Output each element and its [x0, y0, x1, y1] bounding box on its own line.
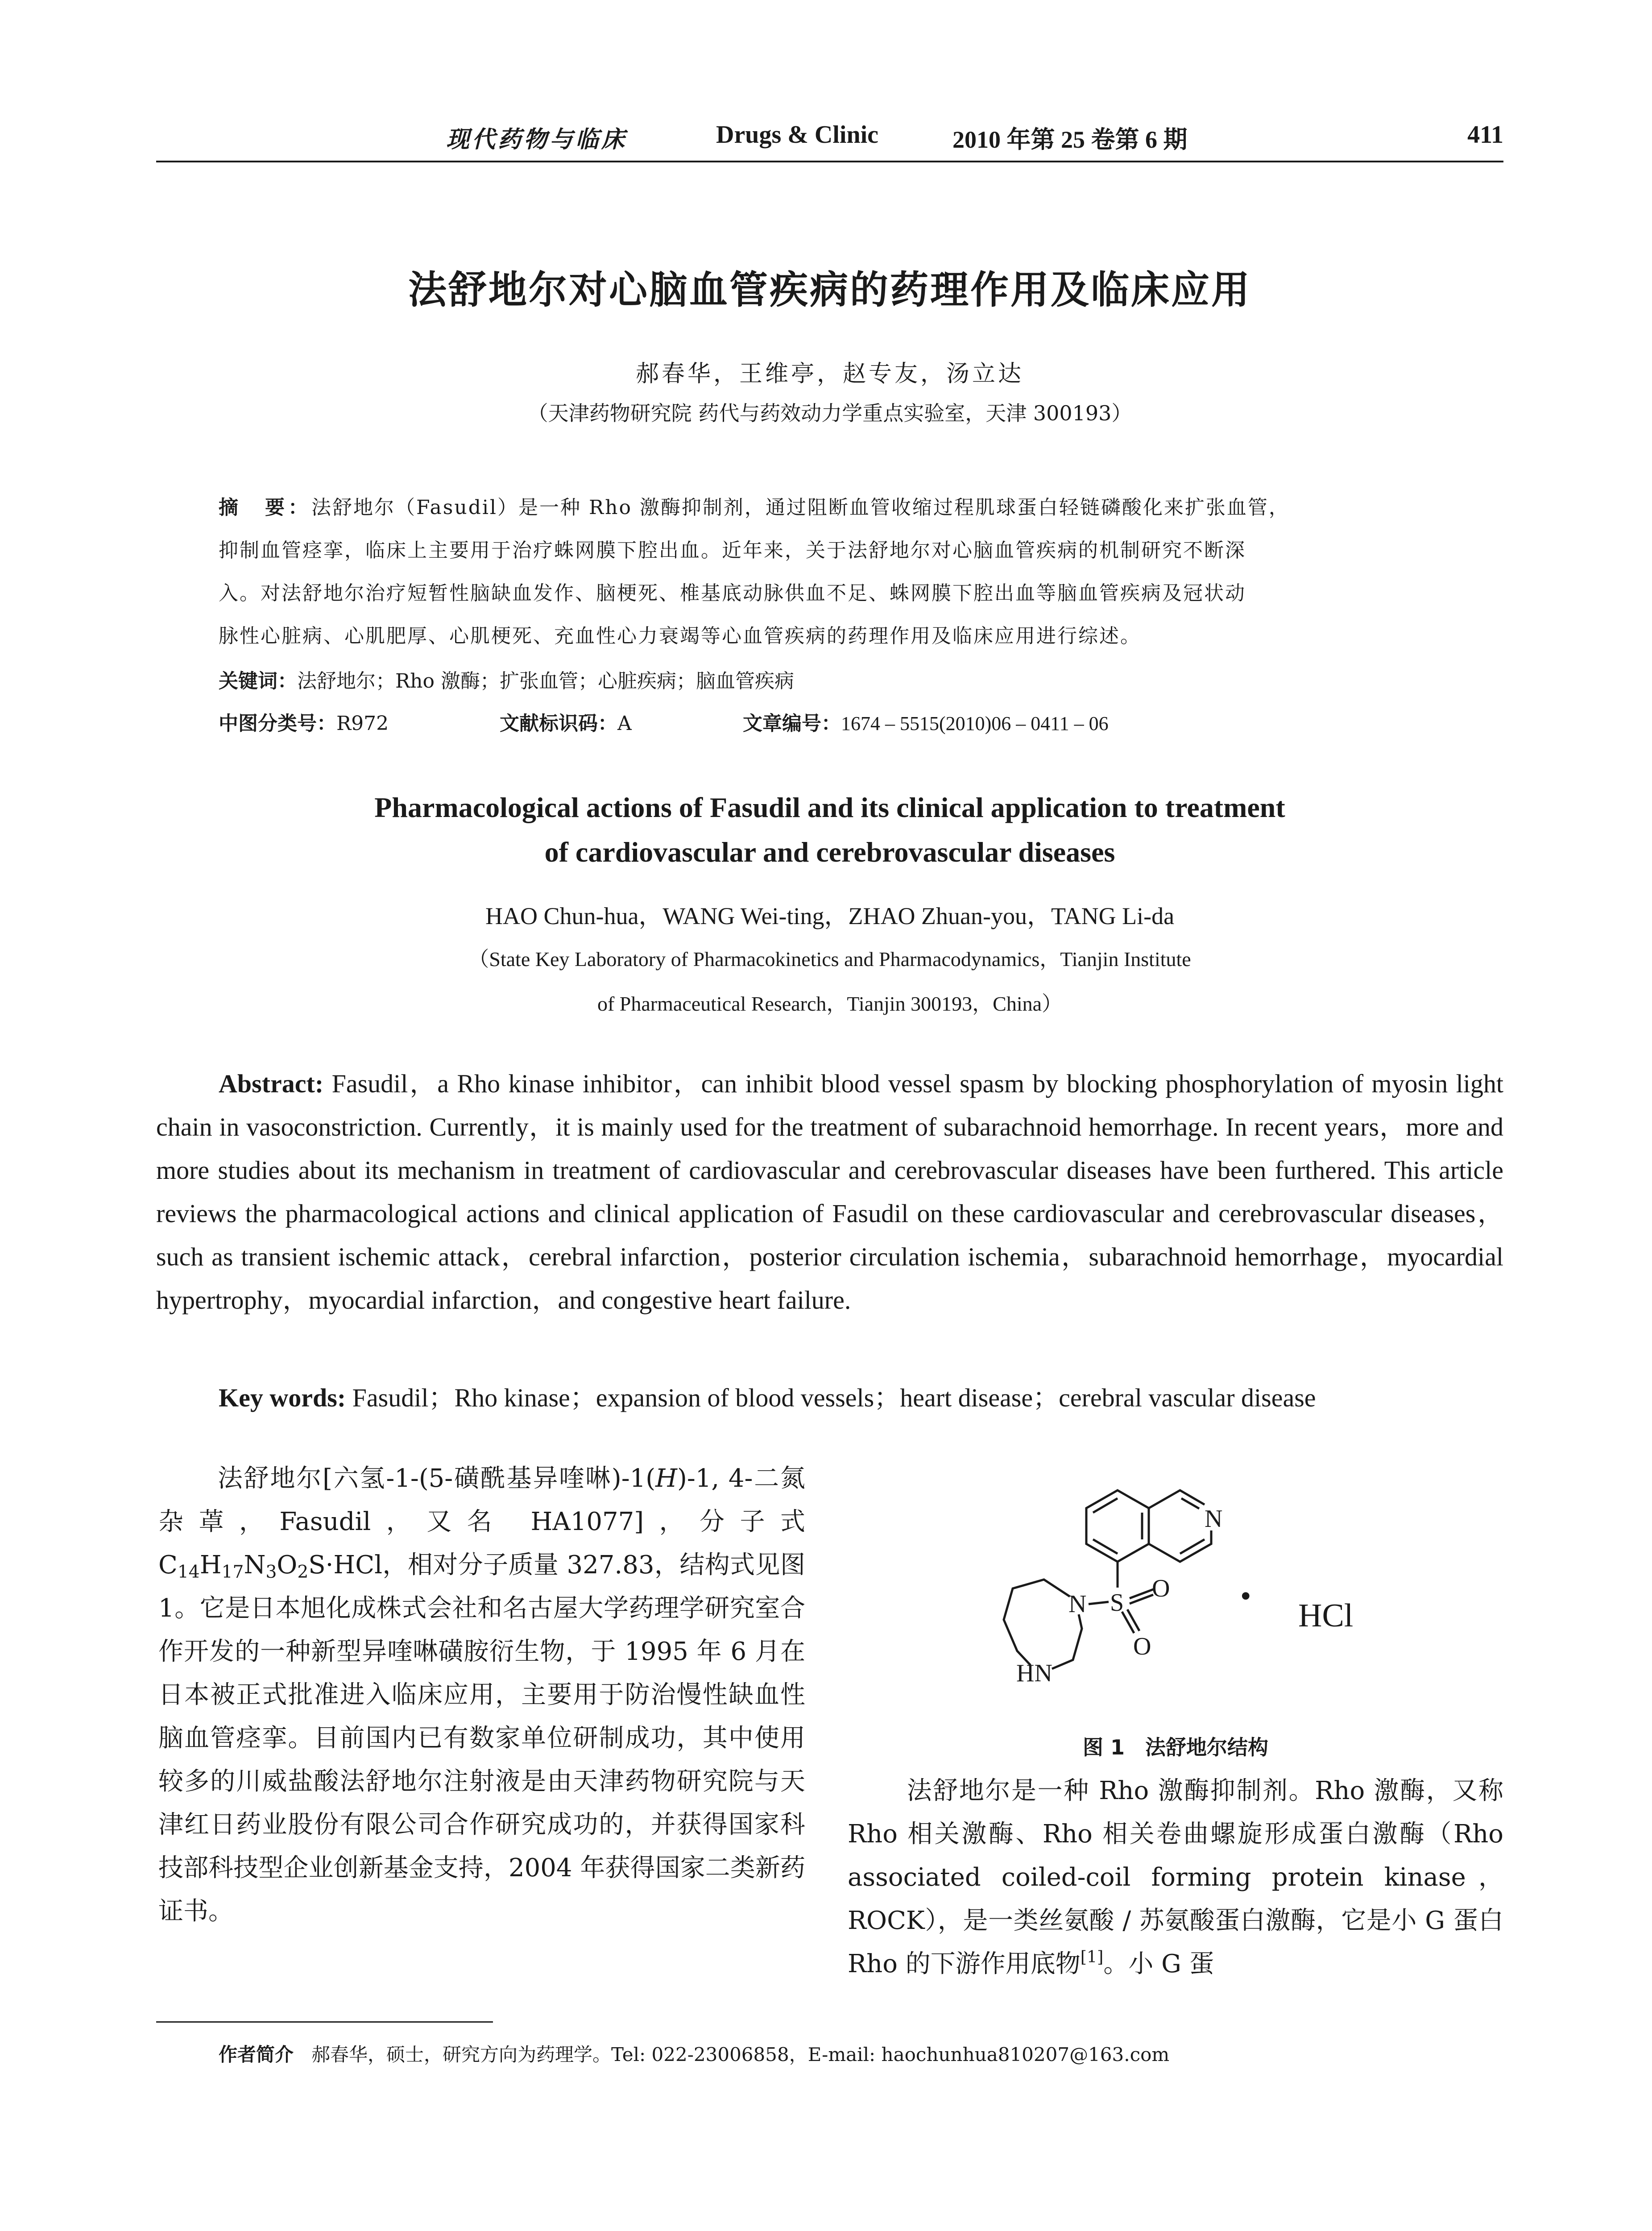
body-paragraph-left: 法舒地尔[六氢-1-(5-磺酰基异喹啉)-1(H)-1, 4-二氮杂䓬，Fasudil，又名 HA1077]，分子式 $C_{14}H_{17}N_3O_2S\cdot HCl$，相对分子质量 327.83，结构式见图 1。它是日本旭化成株式会社和名古屋大学药理学研究室合作开发的一种新型异喹啉磺胺衍生物，于 1995 年 6 月在日本被正式批准进入临床应用，主要用于防治慢性缺血性脑血管痉挛。目前国内已有数家单位研制成功，其中使用较多的川威盐酸法舒地尔注射液是由天津药物研究院与天津红日药业股份有限公司合作研究成功的，并获得国家科技部科技型企业创新基金支持，2004 年获得国家二类新药证书。 [158, 1464, 805, 1926]
authors-zh: 郝春华，王维亭，赵专友，汤立达 [635, 361, 1024, 387]
document-code: 文献标识码：A [500, 712, 632, 735]
article-title-zh: 法舒地尔对心脑血管疾病的药理作用及临床应用 [408, 268, 1251, 312]
article-number: 文章编号：1674 – 5515(2010)06 – 0411 – 06 [743, 712, 1109, 735]
figure-caption: 图 1 法舒地尔结构 [1082, 1735, 1269, 1759]
article-title-en: Pharmacological actions of Fasudil and its clinical application to treatment of cardiovascular and cerebrovascular diseases [374, 792, 1285, 868]
double-bond [1180, 1539, 1205, 1554]
double-bond [1093, 1539, 1118, 1554]
journal-title-zh: 现代药物与临床 [446, 126, 628, 153]
page-number: 411 [1467, 121, 1503, 149]
journal-title-en: Drugs & Clinic [716, 121, 878, 149]
amine-label: HN [1016, 1659, 1052, 1687]
double-bond [1093, 1498, 1118, 1513]
abstract-en: Abstract: Fasudil，a Rho kinase inhibitor，can inhibit blood vessel spasm by blocking phosphorylation of myosin light chain in vasoconstriction. Currently，it is mainly used for the treatment of subarachnoid hemorrhage. In recent years，more and more studies about its mechanism in treatment of cardiovascular and cerebrovascular diseases have been furthered. This article reviews the pharmacological actions and clinical application of Fasudil on these cardiovascular and cerebrovascular diseases，such as transient ischemic attack，cerebral infarction，posterior circulation ischemia，subarachnoid hemorrhage，myocardial hypertrophy，myocardial infarction，and congestive heart failure. [156, 1069, 1504, 1315]
isoquinoline-ring [1004, 1490, 1211, 1669]
hcl-label: HCl [1298, 1597, 1354, 1634]
abstract-zh-label: 摘 要： [219, 496, 311, 519]
citation-ref[interactable]: [1] [1080, 1947, 1104, 1967]
keywords-en-label: Key words: [219, 1383, 346, 1412]
diazepane-bond [1052, 1614, 1082, 1669]
abstract-zh-line-2: 抑制血管痉挛，临床上主要用于治疗蛛网膜下腔出血。近年来，关于法舒地尔对心脑血管疾病的机制研究不断深 [219, 539, 1246, 562]
pyridine-bond [1149, 1490, 1205, 1508]
footnote-label: 作者简介 [219, 2044, 294, 2065]
issue-info: 2010 年第 25 卷第 6 期 [952, 126, 1188, 153]
oxygen-label-1: O [1152, 1575, 1170, 1602]
keywords-en: Key words: Fasudil；Rho kinase；expansion of blood vessels；heart disease；cerebral vascular disease [219, 1383, 1316, 1412]
diazepane-bond [1004, 1580, 1070, 1665]
keywords-zh-label: 关键词： [219, 670, 297, 693]
s-o-bond [1127, 1609, 1139, 1631]
affiliation-zh: （天津药物研究院 药代与药效动力学重点实验室，天津 300193） [527, 401, 1132, 425]
amide-nitrogen-label: N [1068, 1590, 1087, 1618]
ring-nitrogen-label: N [1205, 1505, 1223, 1533]
abstract-zh-line-3: 入。对法舒地尔治疗短暂性脑缺血发作、脑梗死、椎基底动脉供血不足、蛛网膜下腔出血等脑血管疾病及冠状动 [219, 582, 1246, 605]
header-rule [156, 161, 1503, 162]
abstract-zh-line-1: 摘 要：法舒地尔（Fasudil）是一种 Rho 激酶抑制剂，通过阻断血管收缩过程肌球蛋白轻链磷酸化来扩张血管， [219, 496, 1290, 519]
salt-dot: • [1240, 1579, 1251, 1613]
author-footnote: 作者简介 郝春华，硕士，研究方向为药理学。Tel: 022-23006858，E-mail: haochunhua810207@163.com [219, 2044, 1170, 2065]
n-s-bond [1089, 1602, 1109, 1604]
body-paragraph-right: 法舒地尔是一种 Rho 激酶抑制剂。Rho 激酶，又称 Rho 相关激酶、Rho 相关卷曲螺旋形成蛋白激酶（Rho associated coiled-coil forming protein kinase，ROCK），是一类丝氨酸 / 苏氨酸蛋白激酶，它是小 G 蛋白 Rho 的下游作用底物[1]。小 G 蛋 [848, 1776, 1504, 1978]
abstract-en-label: Abstract: [219, 1069, 324, 1098]
keywords-zh: 关键词：法舒地尔；Rho 激酶；扩张血管；心脏疾病；脑血管疾病 [219, 670, 794, 693]
sulfur-label: S [1110, 1589, 1124, 1617]
clc-number: 中图分类号：R972 [219, 712, 389, 735]
authors-en: HAO Chun-hua，WANG Wei-ting，ZHAO Zhuan-you，TANG Li-da [485, 903, 1175, 929]
pyridine-bond [1149, 1530, 1211, 1562]
affiliation-en: （State Key Laboratory of Pharmacokinetics and Pharmacodynamics，Tianjin Institute of Pharmaceutical Research，Tianjin 300193，China） [468, 948, 1191, 1015]
oxygen-label-2: O [1133, 1633, 1151, 1660]
abstract-zh-line-4: 脉性心脏病、心肌肥厚、心肌梗死、充血性心力衰竭等心血管疾病的药理作用及临床应用进行综述。 [219, 625, 1141, 647]
benzene-ring [1086, 1490, 1149, 1562]
footnote-rule [156, 2021, 493, 2023]
fasudil-structure-figure [999, 1472, 1468, 1722]
